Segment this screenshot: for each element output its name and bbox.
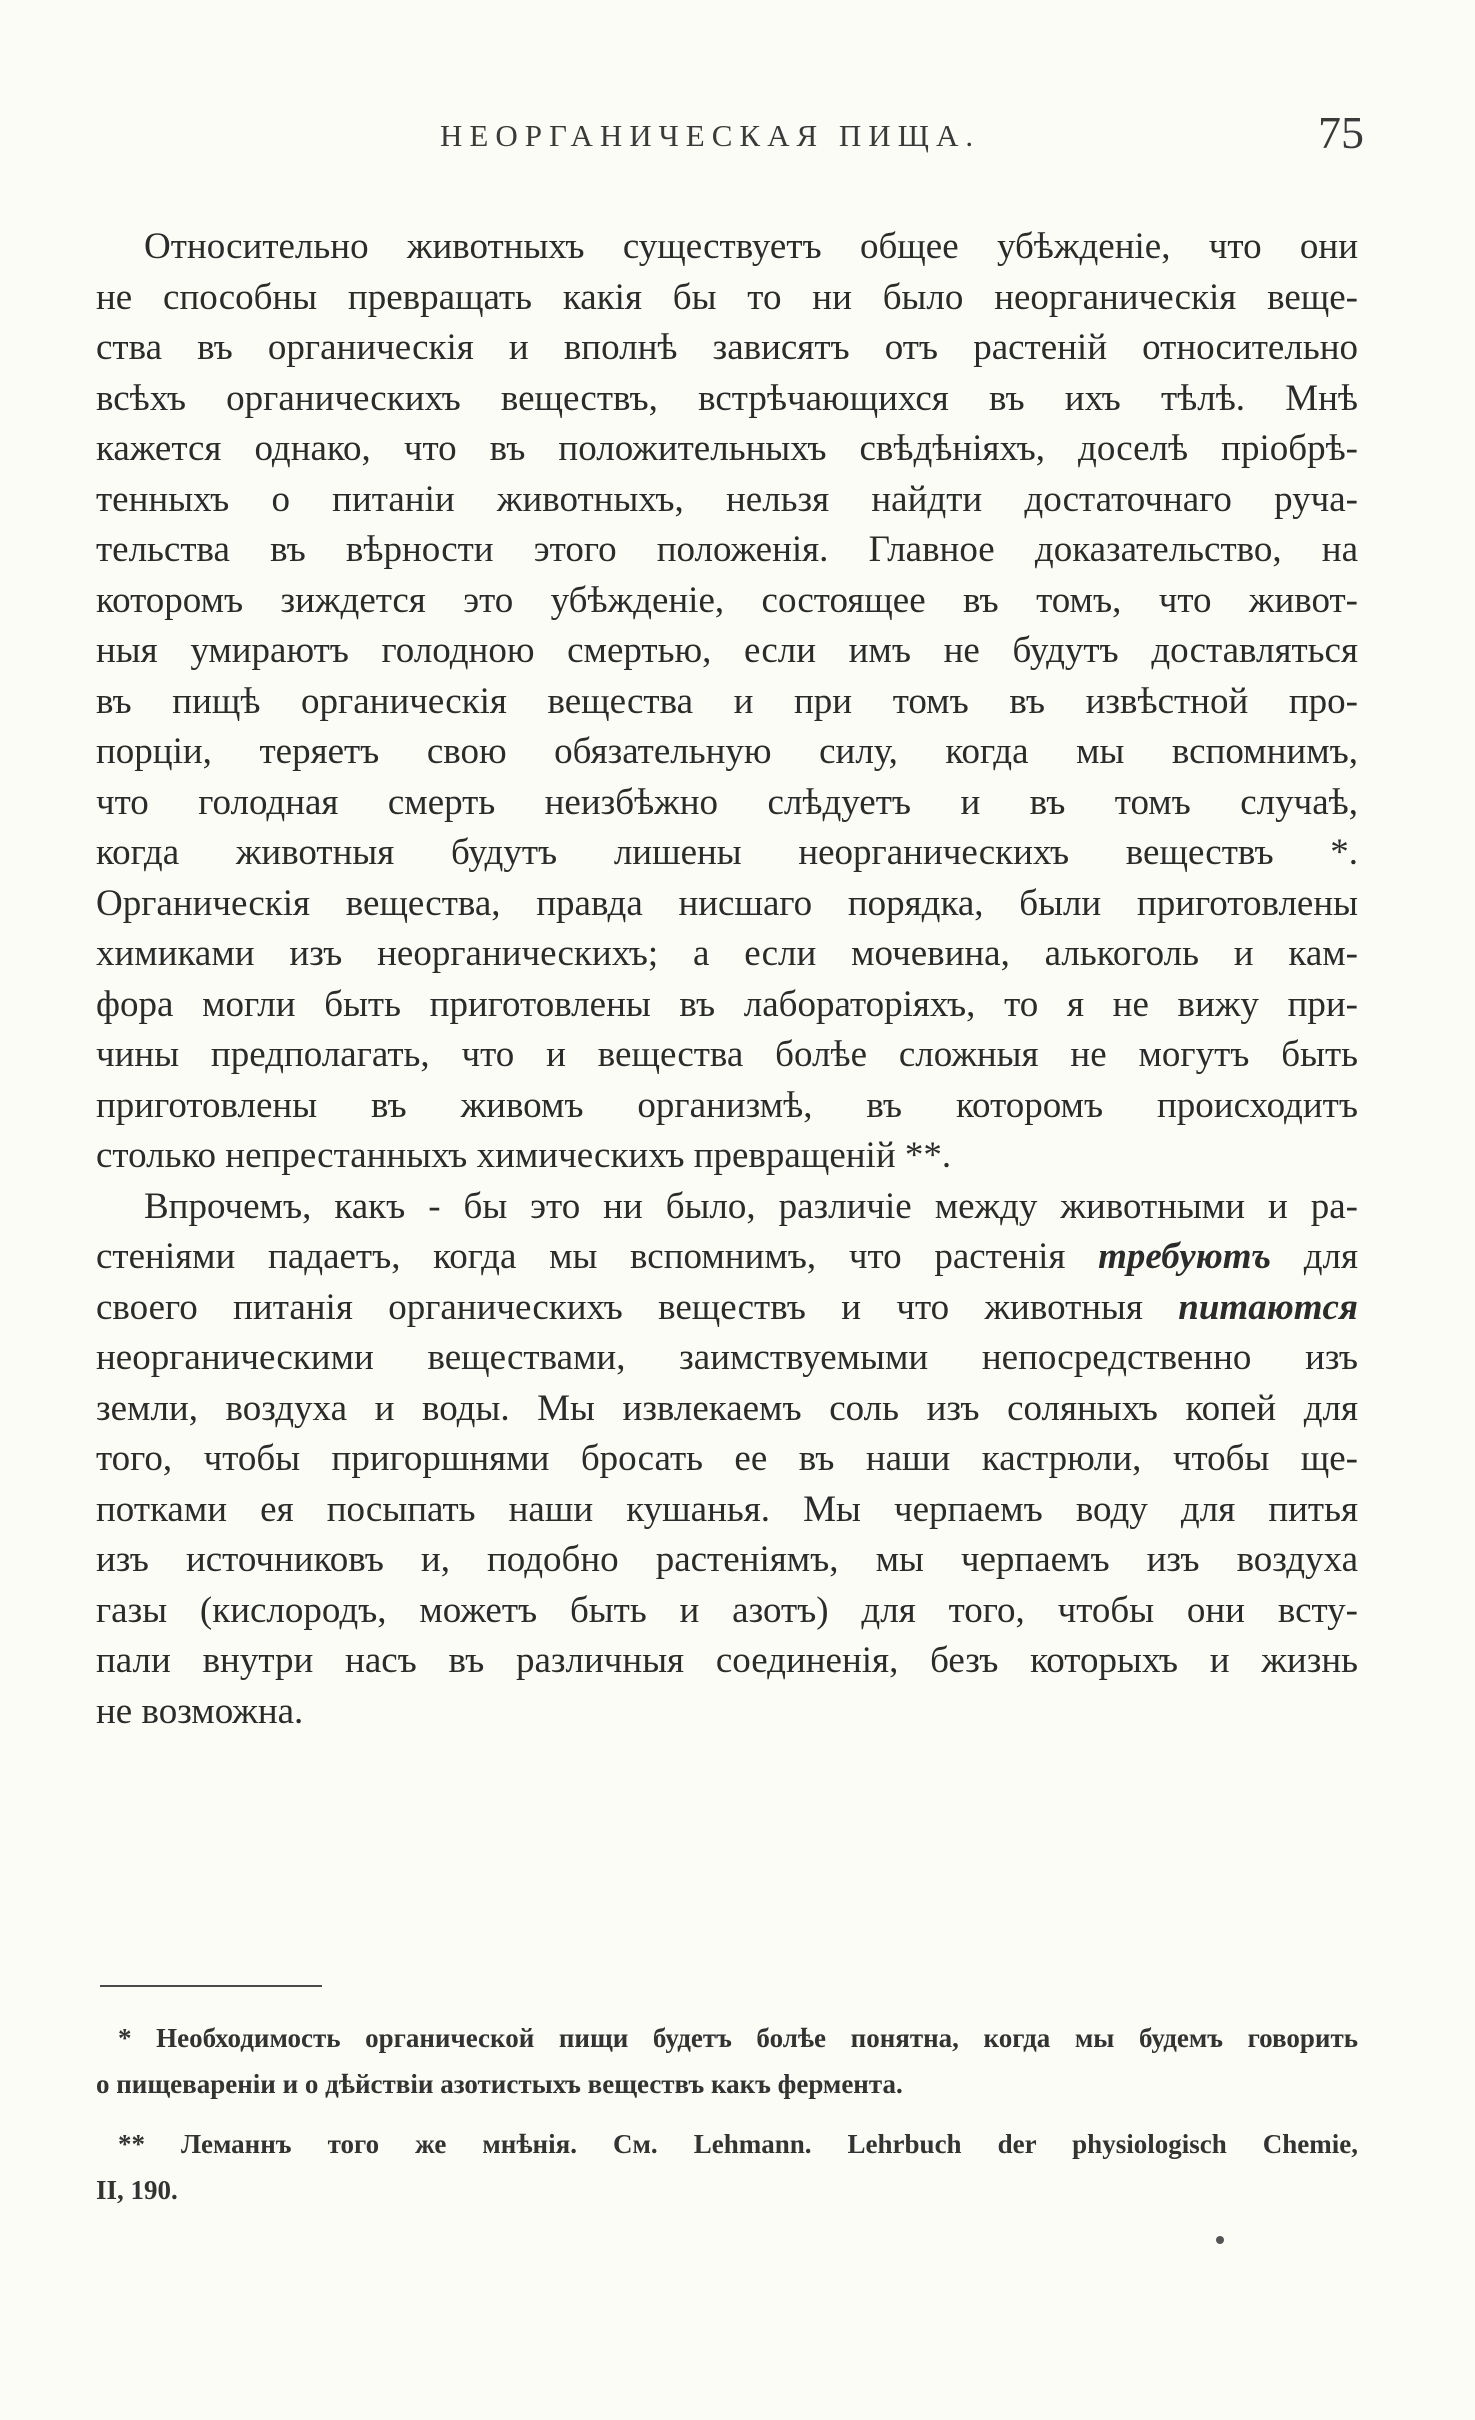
footnote-gap xyxy=(96,2107,1358,2121)
text-line: фора могли быть приготовлены въ лабораторіяхъ, то я не вижу при- xyxy=(96,983,1358,1025)
emphasized-word: питаются xyxy=(1178,1286,1358,1328)
body-text xyxy=(96,222,1358,1737)
text-line: изъ источниковъ и, подобно растеніямъ, мы черпаемъ изъ воздуха xyxy=(96,1539,1358,1580)
text-line: земли, воздуха и воды. Мы извлекаемъ соль изъ соляныхъ копей для xyxy=(96,1387,1358,1429)
text-line: столько непрестанныхъ химическихъ превращеній **. xyxy=(96,1135,952,1176)
emphasized-word: требуютъ xyxy=(1098,1236,1271,1277)
text-line: кажется однако, что въ положительныхъ свѣдѣніяхъ, доселѣ пріобрѣ- xyxy=(96,428,1358,469)
text-line: Органическія вещества, правда нисшаго порядка, были приготовлены xyxy=(96,882,1358,924)
footnote-line: о пищевареніи и о дѣйствіи азотистыхъ веществъ какъ фермента. xyxy=(96,2069,903,2099)
text-line: порціи, теряетъ свою обязательную силу, когда мы вспомнимъ, xyxy=(96,731,1358,772)
text-line: ныя умираютъ голодною смертью, если имъ не будутъ доставляться xyxy=(96,630,1358,671)
text-line: пали внутри насъ въ различныя соединенія, безъ которыхъ и жизнь xyxy=(96,1640,1358,1681)
text-run: своего питанія органическихъ веществъ и что животныя xyxy=(96,1286,1179,1328)
footnotes xyxy=(96,2015,1358,2213)
text-line: не способны превращать какія бы то ни было неорганическія веще- xyxy=(96,276,1358,318)
text-line: что голодная смерть неизбѣжно слѣдуетъ и въ томъ случаѣ, xyxy=(96,781,1358,823)
text-line: неорганическими веществами, заимствуемыми непосредственно изъ xyxy=(96,1337,1358,1378)
footnote-line: II, 190. xyxy=(96,2175,178,2205)
text-line xyxy=(96,1232,1358,1283)
text-line: которомъ зиждется это убѣжденіе, состоящее въ томъ, что живот- xyxy=(96,579,1358,621)
text-line: когда животныя будутъ лишены неорганическихъ веществъ *. xyxy=(96,832,1358,873)
text-line: Впрочемъ, какъ - бы это ни было, различіе между животными и ра- xyxy=(144,1185,1358,1227)
text-line: химиками изъ неорганическихъ; а если мочевина, алькоголь и кам- xyxy=(96,933,1358,974)
text-line: тенныхъ о питаніи животныхъ, нельзя найдти достаточнаго руча- xyxy=(96,478,1358,520)
text-line: приготовлены въ живомъ организмѣ, въ которомъ происходитъ xyxy=(96,1084,1358,1126)
footnote-line: ** Леманнъ того же мнѣнія. См. Lehmann. Lehrbuch der physiologisch Chemie, xyxy=(118,2129,1358,2159)
footnote-separator xyxy=(100,1985,322,1987)
text-line: въ пищѣ органическія вещества и при томъ въ извѣстной про- xyxy=(96,680,1358,722)
text-run: стеніями падаетъ, когда мы вспомнимъ, что растенія xyxy=(96,1236,1099,1277)
text-line xyxy=(96,1283,1358,1334)
page-number: 75 xyxy=(1318,107,1364,158)
text-line: тельства въ вѣрности этого положенія. Главное доказательство, на xyxy=(96,529,1358,570)
text-line: всѣхъ органическихъ веществъ, встрѣчающихся въ ихъ тѣлѣ. Мнѣ xyxy=(96,377,1358,419)
running-title: НЕОРГАНИЧЕСКАЯ ПИЩА. xyxy=(440,118,981,153)
text-line: Относительно животныхъ существуетъ общее убѣжденіе, что они xyxy=(144,226,1358,267)
text-line: того, чтобы пригоршнями бросать ее въ наши кастрюли, чтобы ще- xyxy=(96,1438,1358,1479)
text-line: чины предполагать, что и вещества болѣе сложныя не могутъ быть xyxy=(96,1034,1358,1075)
text-line: не возможна. xyxy=(96,1690,304,1732)
ink-speck xyxy=(1216,2236,1224,2244)
text-line: газы (кислородъ, можетъ быть и азотъ) для того, чтобы они всту- xyxy=(96,1589,1358,1631)
text-line: ства въ органическія и вполнѣ зависятъ отъ растеній относительно xyxy=(96,327,1358,368)
footnote-line: * Необходимость органической пищи будетъ болѣе понятна, когда мы будемъ говорить xyxy=(118,2023,1358,2053)
text-line: потками ея посыпать наши кушанья. Мы черпаемъ воду для питья xyxy=(96,1488,1358,1530)
text-run: для xyxy=(1270,1236,1358,1277)
